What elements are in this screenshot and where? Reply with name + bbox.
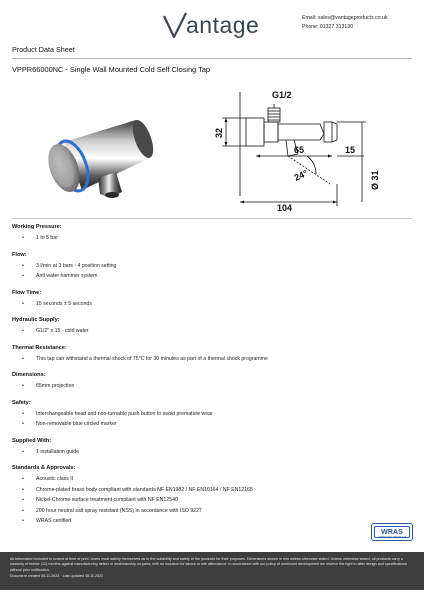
technical-drawing: [212, 84, 416, 212]
section-title: Standards & Approvals:: [12, 465, 76, 471]
divider: [12, 218, 412, 219]
contact-phone[interactable]: Phone: 01327 313130: [302, 24, 354, 30]
brand-name: antage: [186, 11, 260, 38]
spec-item: • Acoustic class II: [12, 474, 412, 485]
document-type: Product Data Sheet: [12, 45, 75, 54]
contact-info: [302, 14, 387, 32]
product-photo: [24, 100, 164, 210]
divider: [12, 58, 412, 59]
spec-item: • Nickel-Chrome surface treatment compliant with NF EN12540: [12, 495, 412, 506]
section-title: Working Pressure:: [12, 224, 62, 230]
spec-item: • This tap can withstand a thermal shock of 75°C for 30 minutes as part of a thermal shock programme: [12, 354, 412, 365]
spec-item: • Anti water hammer system: [12, 271, 412, 282]
section-title: Supplied With:: [12, 437, 52, 444]
dim-thread: G1/2: [272, 90, 292, 100]
spec-item: • Non-removable blue circled marker: [12, 419, 412, 430]
spec-item: • Interchangeable head and non-turnable push button to avoid premature wear: [12, 409, 412, 420]
spec-item: • 200 hour neutral salt spray resistant (NSS) in accordance with ISO 9227: [12, 506, 412, 517]
spec-item: • 1 to 5 bar: [12, 233, 412, 244]
spec-item: • 15 seconds ± 5 seconds: [12, 299, 412, 310]
header: [0, 0, 424, 44]
spec-item: • Chrome-plated brass body compliant with standards NF EN1982 / NF EN10164 / NF EN12165: [12, 485, 412, 496]
wras-logo: [371, 523, 413, 541]
spec-item: • G1/2" x 15 - cold water: [12, 326, 412, 337]
footer-dates: Document created 08.11.2023 · Last updated 08.11.2023: [10, 573, 104, 578]
section-title: Hydraulic Supply:: [12, 317, 60, 323]
dim-depth: 65: [294, 145, 305, 155]
section-title: Thermal Resistance:: [12, 344, 67, 351]
section-standards-approvals: [12, 463, 412, 527]
wras-sub-label: APPROVED PRODUCT: [378, 536, 406, 539]
section-flow: [12, 250, 412, 282]
dim-angle: 24°: [292, 167, 310, 183]
section-dimensions: [12, 370, 412, 392]
spec-item: • 65mm projection: [12, 381, 412, 392]
spec-item: • WRAS certified: [12, 516, 412, 527]
section-flow-time: [12, 288, 412, 310]
vantage-logo: [162, 9, 259, 41]
dim-length: 104: [277, 203, 293, 212]
section-thermal-resistance: [12, 343, 412, 365]
section-title: Flow:: [12, 251, 27, 258]
section-working-pressure: [12, 222, 412, 244]
footer: [0, 552, 424, 590]
dim-diameter: Ø 31: [370, 170, 380, 190]
section-title: Safety:: [12, 399, 31, 406]
product-title: VPPR66000NC - Single Wall Mounted Cold Self Closing Tap: [12, 65, 211, 74]
section-safety: [12, 398, 412, 430]
footer-disclaimer: All information included is correct at time of print. Users must satisfy themselves as to the suitability and safety of the products for their purposes. Dimensions shown in mm unless otherwise stated. Unless otherwise stated, all products carry a warranty of twelve (12) months against manufacturing defect or workmanship on parts, with no inclusion for labour or site attendance. In accordance with our policy of continued development we reserve the right to alter design and specifications without prior notification.: [10, 557, 408, 572]
section-title: Flow Time:: [12, 289, 42, 296]
spec-item: • 1 installation guide: [12, 447, 412, 458]
spec-item: • 3 l/min at 3 bars - 4 position setting: [12, 261, 412, 272]
section-title: Dimensions:: [12, 372, 46, 378]
dim-height: 32: [214, 127, 224, 138]
wras-label: WRAS: [381, 527, 403, 536]
section-supplied-with: [12, 436, 412, 458]
specifications: [12, 222, 412, 527]
dim-nozzle: 15: [345, 145, 356, 155]
section-hydraulic-supply: [12, 315, 412, 337]
contact-email[interactable]: Email: sales@vantageproducts.co.uk: [302, 15, 388, 21]
vantage-v-icon: [162, 10, 188, 40]
